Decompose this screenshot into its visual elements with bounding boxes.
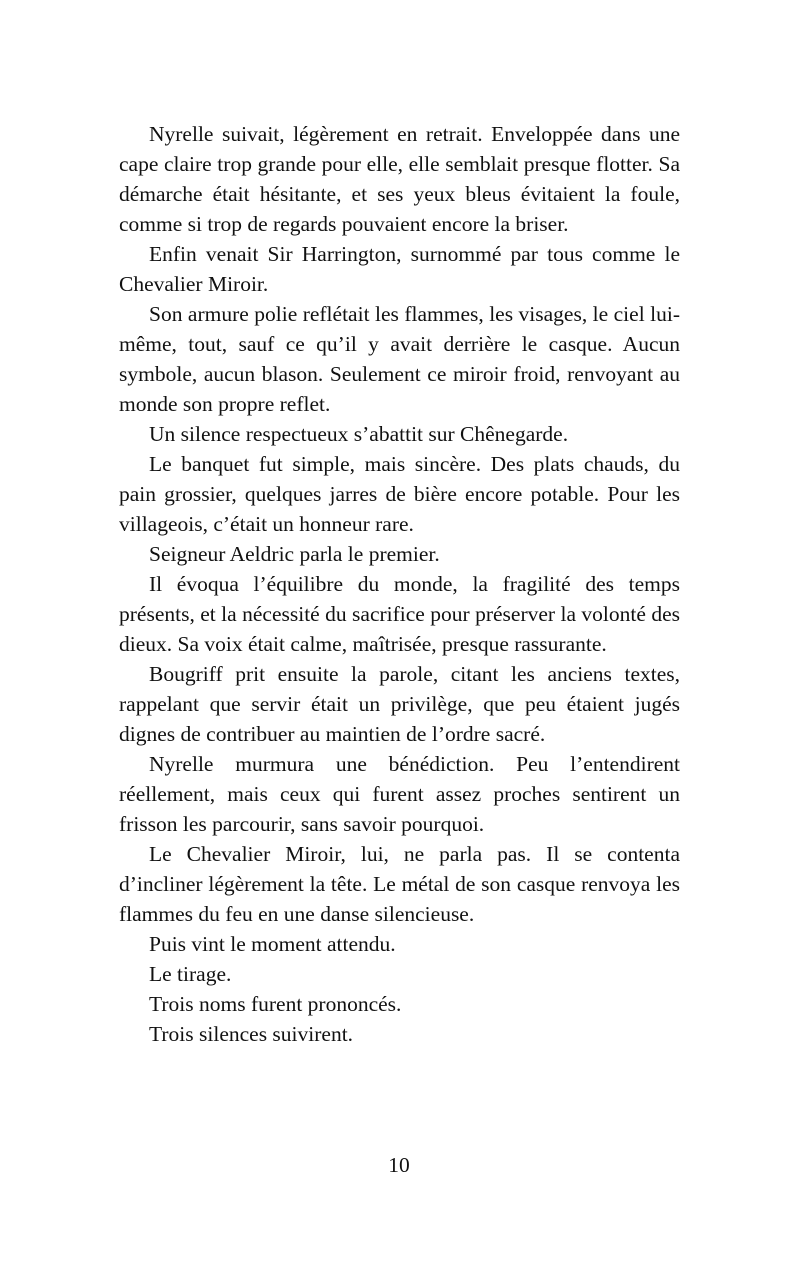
page-number: 10	[388, 1153, 410, 1177]
paragraph: Nyrelle suivait, légèrement en retrait. Enveloppée dans une cape claire trop grande pour elle, elle semblait presque flotter. Sa démarche était hésitante, et ses yeux bleus évitaient la foule, comme si trop de regards pouvaient encore la briser.	[119, 122, 680, 236]
paragraph: Seigneur Aeldric parla le premier.	[149, 542, 440, 566]
page-body	[119, 119, 680, 1219]
paragraph: Le Chevalier Miroir, lui, ne parla pas. Il se contenta d’incliner légèrement la tête. Le métal de son casque renvoya les flammes du feu en une danse silencieuse.	[119, 842, 680, 926]
paragraph: Puis vint le moment attendu.	[149, 932, 396, 956]
paragraph: Bougriff prit ensuite la parole, citant les anciens textes, rappelant que servir était un privilège, que peu étaient jugés dignes de contribuer au maintien de l’ordre sacré.	[119, 662, 680, 746]
paragraph: Le tirage.	[149, 962, 232, 986]
paragraph: Un silence respectueux s’abattit sur Chênegarde.	[149, 422, 569, 446]
paragraph: Son armure polie reflétait les flammes, les visages, le ciel lui-même, tout, sauf ce qu’il y avait derrière le casque. Aucun symbole, aucun blason. Seulement ce miroir froid, renvoyant au monde son propre reflet.	[119, 302, 680, 416]
paragraph: Le banquet fut simple, mais sincère. Des plats chauds, du pain grossier, quelques jarres de bière encore potable. Pour les villageois, c’était un honneur rare.	[119, 452, 680, 536]
paragraph: Enfin venait Sir Harrington, surnommé par tous comme le Chevalier Miroir.	[119, 242, 680, 296]
paragraph: Il évoqua l’équilibre du monde, la fragilité des temps présents, et la nécessité du sacrifice pour préserver la volonté des dieux. Sa voix était calme, maîtrisée, presque rassurante.	[119, 572, 680, 656]
paragraph: Trois silences suivirent.	[149, 1022, 354, 1046]
paragraph: Nyrelle murmura une bénédiction. Peu l’entendirent réellement, mais ceux qui furent assez proches sentirent un frisson les parcourir, sans savoir pourquoi.	[119, 752, 680, 836]
paragraph: Trois noms furent prononcés.	[149, 992, 402, 1016]
